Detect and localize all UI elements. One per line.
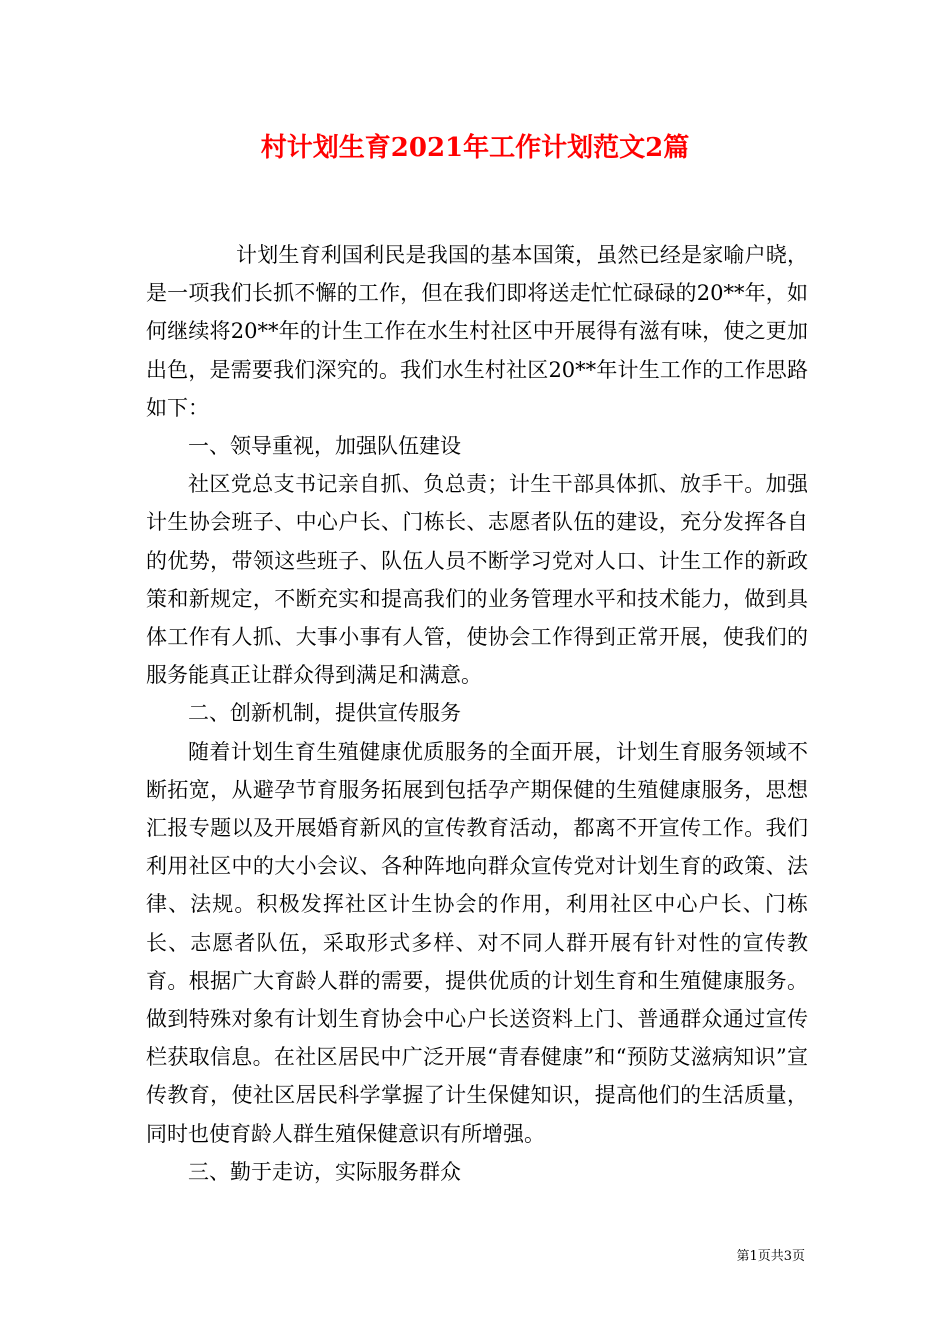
page-number: 第1页共3页	[736, 1249, 805, 1264]
section-2-paragraph: 随着计划生育生殖健康优质服务的全面开展，计划生育服务领域不断拓宽，从避孕节育服务拓展到包括孕产期保健的生殖健康服务，思想汇报专题以及开展婚育新风的宣传教育活动，都离不开宣传工作。我们利用社区中的大小会议、各种阵地向群众宣传党对计划生育的政策、法律、法规。积极发挥社区计生协会的作用，利用社区中心户长、门栋长、志愿者队伍，采取形式多样、对不同人群开展有针对性的宣传教育。根据广大育龄人群的需要，提供优质的计划生育和生殖健康服务。做到特殊对象有计划生育协会中心户长送资料上门、普通群众通过宣传栏获取信息。在社区居民中广泛开展“青春健康”和“预防艾滋病知识”宣传教育，使社区居民科学掌握了计生保健知识，提高他们的生活质量，同时也使育龄人群生殖保健意识有所增强。	[146, 739, 808, 1146]
section-heading-1: 一、领导重视，加强队伍建设	[188, 434, 461, 459]
section-heading-2: 二、创新机制，提供宣传服务	[188, 701, 461, 726]
page-title: 村计划生育2021年工作计划范文2篇	[260, 133, 690, 163]
intro-paragraph: 计划生育利国利民是我国的基本国策，虽然已经是家喻户晓，是一项我们长抓不懈的工作，但在我们即将送走忙忙碌碌的20**年，如何继续将20**年的计生工作在水生村社区中开展得有滋有味，使之更加出色，是需要我们深究的。我们水生村社区20**年计生工作的工作思路如下：	[146, 243, 808, 420]
section-1-paragraph: 社区党总支书记亲自抓、负总责；计生干部具体抓、放手干。加强计生协会班子、中心户长、门栋长、志愿者队伍的建设，充分发挥各自的优势，带领这些班子、队伍人员不断学习党对人口、计生工作的新政策和新规定，不断充实和提高我们的业务管理水平和技术能力，做到具体工作有人抓、大事小事有人管，使协会工作得到正常开展，使我们的服务能真正让群众得到满足和满意。	[146, 472, 808, 688]
document-body	[146, 236, 808, 1191]
section-heading-3: 三、勤于走访，实际服务群众	[188, 1159, 461, 1184]
